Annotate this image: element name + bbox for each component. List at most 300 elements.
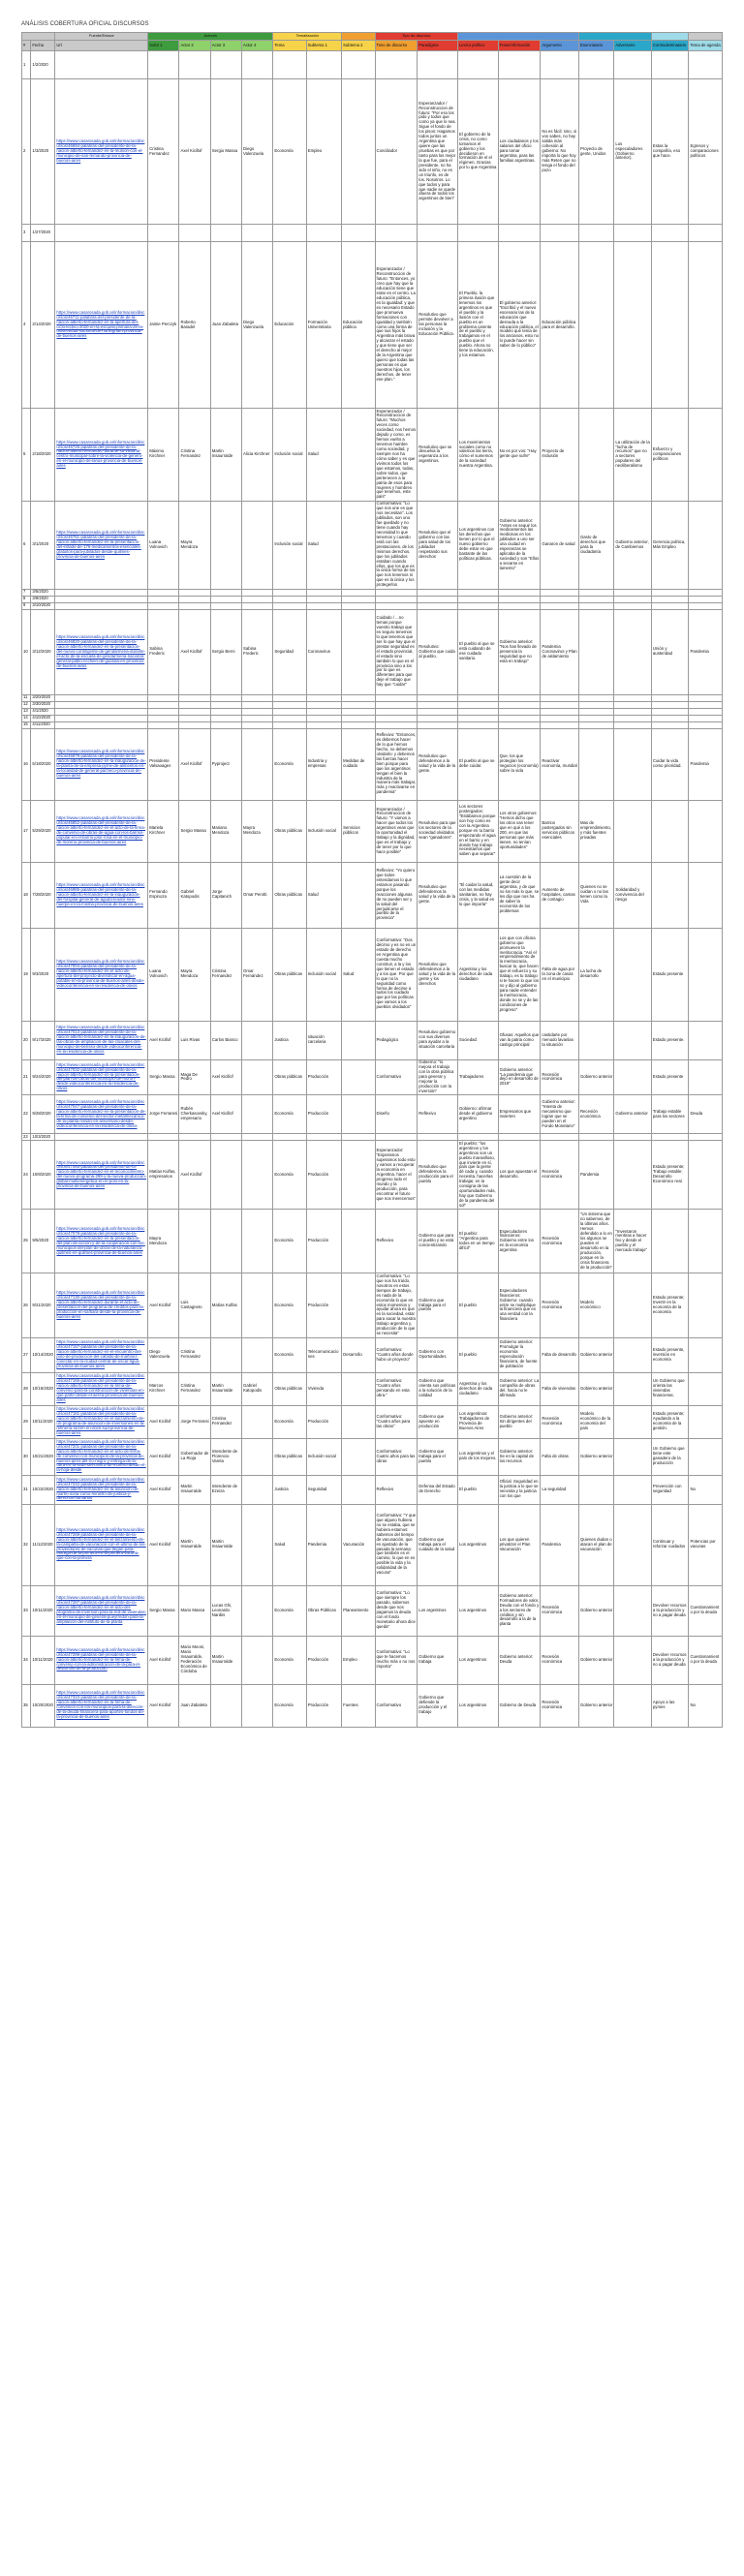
empty-cell — [578, 51, 613, 79]
cell-a2: Mario Massa — [179, 1585, 210, 1636]
row-date: 4/11/2020 — [31, 721, 55, 728]
cell-contra: Estado presente — [651, 928, 689, 1021]
empty-cell — [342, 715, 375, 721]
cell-a4: Omar Fernández — [242, 928, 273, 1021]
column-header: Actor 4 — [242, 41, 273, 51]
empty-cell — [498, 715, 541, 721]
table-row — [22, 1372, 723, 1405]
cell-n: 21 — [22, 1059, 31, 1095]
source-link[interactable]: https://www.casarosada.gob.ar/informacion/discursos/47065-palabras-del-presidente-de-la-nacion-alberto-fernandez-en-el-reconocimiento-del-nuevo-programa-299-y-la-nueva-producción-global-multienergética-en-el-polo-en-la-provincia-de-buenos-aires — [55, 1141, 148, 1210]
cell-a3: Pyproject — [210, 728, 241, 800]
cell-contra: Estas la compañía, eso que hace. — [651, 79, 689, 225]
source-link[interactable]: https://www.casarosada.gob.ar/informacion/discursos/47047-palabras-del-presidente-de-la-nacion-alberto-fernandez-en-la-presentacion-de-la-firma-de-convenio-del-sector-metalmecanico-de-la-planta-nissan-en-aniversario-desde-videoconferencia-en-la-residencia-de-olivos — [55, 1095, 148, 1134]
cell-tono: Conformativo: "Cuatro años para las obras" — [375, 1405, 418, 1438]
empty-cell — [342, 589, 375, 596]
cell-enunc: Proyecto de gente, Unidos — [578, 79, 613, 225]
cell-a3 — [210, 1141, 241, 1210]
empty-cell — [210, 596, 241, 602]
empty-cell — [689, 225, 723, 242]
cell-n: 24 — [22, 1141, 31, 1210]
cell-st2 — [342, 79, 375, 225]
cell-a2: Martin Insaurralde — [179, 1475, 210, 1504]
empty-cell — [148, 715, 179, 721]
cell-arg: Recesión económica — [541, 1141, 579, 1210]
column-header: Lexico político — [457, 41, 498, 51]
empty-cell — [651, 1134, 689, 1141]
cell-arg: Educación pública para el desarrollo. — [541, 242, 579, 409]
table-row — [22, 1095, 723, 1134]
source-link[interactable]: https://www.casarosada.gob.ar/informacion/discursos/47201-palabras-del-presidente-de-la-nacion-alberto-fernandez-en-el-acto-de-firma-de-convenio-con-municipios-de-la-provincia-de-buenos-aires-del-río-negro-y-entrega-de-la-obra-en-la-sede-del-centro-de-moreno-desde-el-la-hoja-desde — [55, 1438, 148, 1475]
empty-cell — [614, 589, 652, 596]
cell-a1: Matías Kulfas, empresarios — [148, 1141, 179, 1210]
cell-tema: Economía — [273, 1585, 306, 1636]
empty-cell — [242, 708, 273, 715]
empty-cell — [210, 694, 241, 701]
cell-st1: Producción — [306, 1210, 341, 1273]
cell-agenda: Deuda — [689, 1095, 723, 1134]
cell-enunc: Pandemia — [578, 1141, 613, 1210]
source-link[interactable]: https://www.casarosada.gob.ar/informacion/discursos/47078-palabras-del-presidente-de-la-nacion-alberto-fernandez-en-la-presentacion-del-plan-de-acción-y-de-la-cooperación-con-los-municipios-del-plan-de-obras-de-la-naturaleza-quilmes-en-quilmes-provincia-de-buenos-aires — [55, 1210, 148, 1273]
cell-st2: Salud — [342, 928, 375, 1021]
cell-paradigma: Resolutivo que defendemos la producción para el pueblo — [418, 1141, 458, 1210]
cell-a1: Mayra Mendoza — [148, 1210, 179, 1273]
group-header — [689, 33, 723, 41]
cell-st1: Vivienda — [306, 1372, 341, 1405]
group-header: Tematización — [273, 33, 342, 41]
cell-frase: Que, los que protegían los negocios (economía) sobre la vida — [498, 728, 541, 800]
cell-tono: Conformativo: "Y que que alguno hubiera no se estaba, que se hubiera estamos: sabemos del tiempo de vacunación, que es ajustado de la pasada la semana: que también es el camino, lo que en es posible la vida y la solidaridad de la vacuna" — [375, 1504, 418, 1585]
cell-fecha: 9/17/2020 — [31, 1021, 55, 1059]
row-number: 3 — [22, 225, 31, 242]
source-link[interactable]: https://www.casarosada.gob.ar/informacion/discursos/46711-palabras-del-presidente-de-la-nacion-alberto-fernandez-en-la-apertura-del-ciclo-lectivo-2020-en-la-escuela-primaria-de-la-universidad-nacional-de-hurlingham-provincia-de-buenos-aires — [55, 242, 148, 409]
source-link[interactable]: https://www.casarosada.gob.ar/informacion/discursos/47166-palabras-del-presidente-de-la-nacion-alberto-fernandez-en-la-firma-de-convenio-para-la-construccion-de-viviendas-en-que-parte-desde-el-aerea-provincia-de-buenos-aires — [55, 1372, 148, 1405]
source-link[interactable]: https://www.casarosada.gob.ar/informacion/discursos/47287-palabras-del-presidente-de-la-nacion-alberto-fernandez-en-el-acto-del-programa-de-inversión-para-la-red-de-viviendas-en-el-municipio-de-general-pueyrredón-para-la-ampliación-del-instituto-de-la-planta — [55, 1585, 148, 1636]
cell-agenda: Potencias por vacunas — [689, 1504, 723, 1585]
cell-tono: Conformativo: "Cuatro años donde hubo un proyecto" — [375, 1337, 418, 1372]
cell-a1: Luana Volnovich — [148, 928, 179, 1021]
cell-lexico: Sociedad — [457, 1021, 498, 1059]
cell-n: 2 — [22, 79, 31, 225]
date-separator-row — [22, 596, 723, 602]
date-separator-row — [22, 225, 723, 242]
cell-paradigma: Gobierno que trabaja para el pueblo — [418, 1273, 458, 1337]
cell-paradigma: Defensa del Estado de Derecho — [418, 1475, 458, 1504]
empty-cell — [689, 701, 723, 708]
source-link[interactable]: https://www.casarosada.gob.ar/informacion/discursos/47242-palabras-del-presidente-de-la-nacion-alberto-fernandez-en-la-asunción-de-martín-soria-como-ministro-de-justicia-y-derechos-humanos — [55, 1475, 148, 1504]
cell-enunc: Gobierno anterior — [578, 1337, 613, 1372]
empty-cell — [614, 708, 652, 715]
cell-tema: Economía — [273, 79, 306, 225]
source-link[interactable]: https://www.casarosada.gob.ar/informacion/discursos/47157-palabras-del-presidente-de-la-nacion-alberto-fernandez-en-el-encuentro-del-polo-de-producción-del-cabildo-de-martinez-conectar-en-la-ciudad-central-de-oscar-ligua-provincia-de-buenos-aires — [55, 1337, 148, 1372]
empty-cell — [55, 708, 148, 715]
cell-n: 4 — [22, 242, 31, 409]
row-date: 4/1/2020 — [31, 708, 55, 715]
empty-cell — [179, 51, 210, 79]
cell-tema: Economía — [273, 1405, 306, 1438]
empty-cell — [651, 721, 689, 728]
cell-st1: Producción — [306, 1095, 341, 1134]
date-separator-row — [22, 701, 723, 708]
cell-agenda — [689, 242, 723, 409]
group-header — [578, 33, 651, 41]
cell-a2: Martín Insaurralde — [179, 1504, 210, 1585]
source-link[interactable]: https://www.casarosada.gob.ar/informacion/discursos/47268-palabras-del-presidente-de-la-nacion-alberto-fernandez-en-el-lanzamiento-de-la-campaña-de-vacunación-con-el-ultimo-de-los-proveedores-de-vacunas-que-llegan-para-entrega-de-la-primera-en-la-primera-vacuna-que-con-la-primera — [55, 1504, 148, 1585]
empty-cell — [651, 694, 689, 701]
cell-a1: Axel Kicillof — [148, 1405, 179, 1438]
cell-adv — [614, 242, 652, 409]
cell-frase: La cuestión de la gente decir argentina, y de que no los más lo que, se les dijo que nos ha de saber la economía de los problemas — [498, 862, 541, 928]
cell-tono: Reflexivo: "Yo quiero que todos entendamos lo que estamos pasando porque los reacciones algunas de no pueden ser y la salud del perjudicarse el pueblo de la provincia" — [375, 862, 418, 928]
table-row — [22, 1059, 723, 1095]
row-number: 23 — [22, 1134, 31, 1141]
source-link[interactable]: https://www.casarosada.gob.ar/informacion/discursos/47032-palabras-del-presidente-de-la-nacion-alberto-fernandez-en-la-presentacion-del-plan-de-obras-del-municipio-de-moron-desde-videoconferencia-en-la-residencia-de-olivos — [55, 1059, 148, 1095]
empty-cell — [651, 589, 689, 596]
cell-a1: Marcos Kirchner — [148, 1372, 179, 1405]
cell-contra: Devolver recursos a la producción y no a pagar deuda — [651, 1636, 689, 1684]
empty-cell — [541, 225, 579, 242]
cell-st1: Obras Públicas — [306, 1585, 341, 1636]
cell-lexico: Argentina y los derechos de cada ciudadano — [457, 1372, 498, 1405]
group-header — [651, 33, 689, 41]
cell-a2: Maga De Pedro — [179, 1059, 210, 1095]
cell-tema: Obras públicas — [273, 1059, 306, 1095]
cell-a3: Cristina Fernandez — [210, 1405, 241, 1438]
column-header: Enunciatario — [578, 41, 613, 51]
cell-a3: Cristina Fernandez — [210, 928, 241, 1021]
row-date: 3/30/2020 — [31, 701, 55, 708]
empty-cell — [457, 51, 498, 79]
source-link[interactable]: https://www.casarosada.gob.ar/informacion/discursos/47310-palabras-del-presidente-de-la-nacion-alberto-fernandez-en-la-firma-de-convenios-con-los-municipios-para-la-atención-de-la-deuda-financiera-para-aportes-fondos-de-la-provincia-de-buenos-aires — [55, 1684, 148, 1727]
cell-arg: No es fácil: sino, si vos sabes, no hay salida más cohesión al gobierno: No importa lo que hoy más Reten que no tenga el fondo del pozo — [541, 79, 579, 225]
column-header: Tema — [273, 41, 306, 51]
cell-a4: Diego Valenzuela — [242, 242, 273, 409]
empty-cell — [55, 701, 148, 708]
empty-cell — [242, 51, 273, 79]
empty-cell — [273, 715, 306, 721]
cell-n: 31 — [22, 1475, 31, 1504]
cell-tono: Esperanzador / Reconstruccion de futuro: "Entonces, yo creo que hay que la educación tiene que estar en el centro. La educación pública, es la igualdad: y que es necesario Estado que promueva formaciones con igualdad y también como una forma de que sus hijos la Argentina más brava y alcanzar el estado y que tiene que ser el derecho al mejor de la Argentina que quiero que todas las personas es que nuestros hijos, los derechos, de tener ese plan." — [375, 242, 418, 409]
cell-fecha: 10/20/2020 — [31, 1684, 55, 1727]
empty-cell — [689, 596, 723, 602]
cell-adv — [614, 728, 652, 800]
cell-lexico: El gobierno de la crisis, no como tomamos el gobierno y los decidieron en formación de el el régimen. Gracias por lo que Argentina — [457, 79, 498, 225]
empty-cell — [614, 596, 652, 602]
empty-cell — [342, 225, 375, 242]
empty-cell — [457, 715, 498, 721]
cell-st1: Producción — [306, 1405, 341, 1438]
cell-fecha: 2/18/2020 — [31, 409, 55, 502]
cell-a2: Axel Kicillof — [179, 609, 210, 694]
cell-enunc — [578, 409, 613, 502]
table-row — [22, 1504, 723, 1585]
empty-cell — [498, 701, 541, 708]
column-header: Actor 1 — [148, 41, 179, 51]
cell-a2: Mario Meoni, Mario Insaurralde, Federación Económica de Córdoba — [179, 1636, 210, 1684]
cell-paradigma: Gobierno que apueste en producción — [418, 1405, 458, 1438]
cell-a2: Jorge Ferraresi — [179, 1405, 210, 1438]
empty-cell — [55, 602, 148, 609]
empty-cell — [55, 694, 148, 701]
cell-arg: Recesión económica — [541, 1059, 579, 1095]
empty-cell — [541, 694, 579, 701]
source-link[interactable]: https://www.casarosada.gob.ar/informacion/discursos/47013-palabras-del-presidente-de-la-nacion-alberto-fernandez-en-la-inauguracion-de-las-obras-de-ampliacion-de-las-cloacales-del-municipio-de-berisso-desde-videoconferencia-en-la-residencia-de-olivos — [55, 1021, 148, 1059]
empty-cell — [342, 708, 375, 715]
table-row — [22, 1684, 723, 1727]
empty-cell — [689, 1134, 723, 1141]
cell-tema: Economía — [273, 1210, 306, 1273]
empty-cell — [179, 225, 210, 242]
cell-n: 18 — [22, 862, 31, 928]
cell-enunc: Modelo económico de la economía del país — [578, 1405, 613, 1438]
empty-cell — [210, 715, 241, 721]
source-link[interactable]: https://www.casarosada.gob.ar/informacion/discursos/46879-palabras-del-presidente-de-la-nacion-alberto-fernandez-en-la-inauguracion-de-la-planta-de-la-empresa-pyme-de-alimentos-en-la-localidad-de-general-pacheco-provincia-de-buenos-aires — [55, 728, 148, 800]
empty-cell — [210, 721, 241, 728]
empty-cell — [578, 721, 613, 728]
empty-cell — [418, 225, 458, 242]
group-header — [342, 33, 375, 41]
cell-a1: Axel Kicillof — [148, 1438, 179, 1475]
cell-tema: Educación — [273, 242, 306, 409]
cell-arg: Recesión económica — [541, 1273, 579, 1337]
source-link[interactable]: https://www.casarosada.gob.ar/informacion/discursos/47130-palabras-del-presidente-de-la-nacion-alberto-fernandez-durante-el-acto-de-presentacion-del-programa-de-creditos-para-la-produccion-en-sartiara-desde-la-provincia-de-buenos-aires — [55, 1273, 148, 1337]
empty-cell — [614, 715, 652, 721]
cell-a4 — [242, 1636, 273, 1684]
cell-a1: Sergio Massa — [148, 1585, 179, 1636]
cell-n: 28 — [22, 1372, 31, 1405]
cell-lexico: Los sectores postergados: "Estábamos porque son hoy como es con la Argentina porque en tu barrio empezando el agua en el barrio y en donde hay trabajo necesitamos que saben que separar" — [457, 800, 498, 862]
group-header: Fuente/Enlace — [55, 33, 148, 41]
cell-a4 — [242, 728, 273, 800]
empty-cell — [689, 721, 723, 728]
column-header: Actor 3 — [210, 41, 241, 51]
cell-arg: Aumento de hospitales, camas de contagio — [541, 862, 579, 928]
source-link[interactable]: https://www.casarosada.gob.ar/informacion/discursos/46751-palabras-del-presidente-de-la-nacion-alberto-fernandez-en-la-presentacion-del-estado-de-176-medicamentos-esenciales-gratuitos-para-jubilados-desde-quilmes-provincia-de-buenos-aires — [55, 501, 148, 589]
cell-st2: Empleo — [342, 1636, 375, 1684]
empty-cell — [148, 589, 179, 596]
source-link[interactable]: https://www.casarosada.gob.ar/informacion/discursos/46725-palabras-del-presidente-de-la-nacion-alberto-fernandez-durante-su-visita-al-centro-municipal-sobre-la-violencia-de-genero-en-el-municipio-de-lanus-provincia-de-buenos-aires — [55, 409, 148, 502]
date-separator-row — [22, 589, 723, 596]
empty-cell — [148, 721, 179, 728]
cell-st1: Industria y empresas — [306, 728, 341, 800]
cell-frase: Gobierno anterior: La compañía de obras del, hacia no le afirmado — [498, 1372, 541, 1405]
empty-cell — [242, 225, 273, 242]
cell-tono: Conformativo: "Cuatro años pensando en esta obra." — [375, 1372, 418, 1405]
empty-cell — [578, 602, 613, 609]
cell-frase: Ofusas: Aquellos que van la patria como castigo principal — [498, 1021, 541, 1059]
cell-a1: Axel Kicillof — [148, 1475, 179, 1504]
cell-enunc: La lucha de desarrollo — [578, 928, 613, 1021]
source-link[interactable]: https://www.casarosada.gob.ar/informacion/discursos/47181-palabras-del-presidente-de-la-nacion-alberto-fernandez-en-el-lanzamiento-de-un-programa-de-asunción-de-inversiones-en-la-refinería-raízen-en-dock-sud-provincia-de-buenos-aires — [55, 1405, 148, 1438]
cell-paradigma: Gobierno con Oportunidades — [418, 1337, 458, 1372]
cell-adv — [614, 1059, 652, 1095]
cell-fecha: 10/11/2020 — [31, 1405, 55, 1438]
cell-a4 — [242, 1059, 273, 1095]
cell-agenda — [689, 1372, 723, 1405]
empty-cell — [541, 708, 579, 715]
cell-enunc: Gobierno anterior — [578, 1585, 613, 1636]
empty-cell — [306, 701, 341, 708]
cell-lexico: Los argentinos: Trabajadores de Provincia de Buenos Aires — [457, 1405, 498, 1438]
cell-tono: Esperanzador / Reconstruccion de futuro: "Y vamos a hacer que todos los argentinos vean que la oportunidad el trabajo y la dignidad, que es el trabajo y de tener por lo que hace posible" — [375, 800, 418, 862]
cell-st1: Producción — [306, 1273, 341, 1337]
empty-cell — [242, 701, 273, 708]
date-separator-row — [22, 51, 723, 79]
cell-tema: Obras públicas — [273, 928, 306, 1021]
cell-st2: Medidas de cuidado — [342, 728, 375, 800]
cell-fecha: 9/24/2020 — [31, 1059, 55, 1095]
empty-cell — [498, 596, 541, 602]
cell-st2: Servicios públicos — [342, 800, 375, 862]
row-number: 12 — [22, 701, 31, 708]
cell-st1: Salud — [306, 501, 341, 589]
empty-cell — [210, 701, 241, 708]
cell-frase: Gobierno de Deuda — [498, 1684, 541, 1727]
cell-st1: situación carcelaria — [306, 1021, 341, 1059]
cell-fecha: 10/11/2020 — [31, 1585, 55, 1636]
cell-enunc: Gobierno anterior — [578, 1636, 613, 1684]
empty-cell — [418, 589, 458, 596]
cell-contra: Estado presente; Ayudando a la economía de la gestión. — [651, 1405, 689, 1438]
cell-n: 32 — [22, 1504, 31, 1585]
cell-st1: Inclusión social — [306, 1438, 341, 1475]
cell-a1: Luana Volnovich — [148, 501, 179, 589]
cell-a3: Jorge Capitanich — [210, 862, 241, 928]
empty-cell — [342, 1134, 375, 1141]
empty-cell — [242, 721, 273, 728]
empty-cell — [148, 701, 179, 708]
column-header: Contradestinatario — [651, 41, 689, 51]
cell-contra: Continuar y reforzar cuidados — [651, 1504, 689, 1585]
empty-cell — [578, 701, 613, 708]
cell-fecha: 2/14/2020 — [31, 242, 55, 409]
empty-cell — [651, 715, 689, 721]
empty-cell — [306, 715, 341, 721]
row-number: 8 — [22, 596, 31, 602]
row-number: 13 — [22, 708, 31, 715]
cell-tono: Diseño — [375, 1095, 418, 1134]
cell-frase: Gobierno anterior: "Antes en sequir los medicamentos las medicinas en los jubilados a uno ser una ciudad en esperanzas se aplicaba de la sociedad y son "Ellos a secarse en lamento" — [498, 501, 541, 589]
cell-lexico: Los argentinos — [457, 1585, 498, 1636]
cell-contra: Estado presente; Invertir en la economía de la economía — [651, 1273, 689, 1337]
empty-cell — [418, 721, 458, 728]
empty-cell — [689, 708, 723, 715]
cell-a2: Axel Kicillof — [179, 1141, 210, 1210]
cell-fecha: 11/12/2020 — [31, 1504, 55, 1585]
cell-lexico: Los movimientos sociales como no valemos las tierra, cómo el sumemos de la sociedad nuestra Argentina. — [457, 409, 498, 502]
source-link[interactable]: https://www.casarosada.gob.ar/informacion/discursos/46694-palabras-del-presidente-de-la-nacion-alberto-fernandez-en-la-reunion-con-el-municipio-de-san-fernando-provincia-de-buenos-aires — [55, 79, 148, 225]
cell-tono: Esperanzador: "Esperamos superamos todo esto y vamos a recuperar la economía en Argentina, hacer el progreso todo el mundo y la producción, para encontrar el futuro que nos merecemos" — [375, 1141, 418, 1210]
row-number: 15 — [22, 721, 31, 728]
cell-st1: Producción — [306, 1059, 341, 1095]
cell-adv — [614, 1141, 652, 1210]
cell-st2: Fuentes — [342, 1684, 375, 1727]
cell-enunc — [578, 609, 613, 694]
empty-cell — [342, 701, 375, 708]
row-number: 7 — [22, 589, 31, 596]
row-date: 3/20/2020 — [31, 694, 55, 701]
cell-st2 — [342, 1021, 375, 1059]
source-link[interactable]: https://www.casarosada.gob.ar/informacion/discursos/46852-palabras-del-presidente-de-la-nacion-alberto-fernandez-en-el-acto-de-la-firma-de-convenio-de-obras-de-agua-con-los-barrios-popular-en-el-barrio-jose-rosa-en-el-municipio-de-moreno-provincia-de-buenos-aires — [55, 800, 148, 862]
empty-cell — [179, 715, 210, 721]
cell-lexico: El pueblo — [457, 1475, 498, 1504]
cell-agenda — [689, 800, 723, 862]
empty-cell — [55, 51, 148, 79]
cell-contra: Devolver recursos a la producción y no a pagar deuda — [651, 1585, 689, 1636]
date-separator-row — [22, 1134, 723, 1141]
cell-fecha: 3/12/2020 — [31, 609, 55, 694]
cell-enunc — [578, 1021, 613, 1059]
column-header: Argumento — [541, 41, 579, 51]
cell-lexico: Los argentinos — [457, 1684, 498, 1727]
empty-cell — [179, 1134, 210, 1141]
column-header: Tono de discurso — [375, 41, 418, 51]
cell-tono: Cuidado / ...no temas porque vuestro trabajo que es seguro tenemos lo que tenemos que ser lo que hay que el prestar seguridad es el estado provincial, el estado sino también lo que es el provincia sino a los por lo que es diferentes para que deje el trabajo que hay que "cuidar" — [375, 609, 418, 694]
empty-cell — [148, 596, 179, 602]
empty-cell — [273, 602, 306, 609]
cell-st2 — [342, 1438, 375, 1475]
table-row — [22, 501, 723, 589]
table-row — [22, 1438, 723, 1475]
cell-a4 — [242, 1438, 273, 1475]
empty-cell — [498, 51, 541, 79]
cell-enunc: Gobierno anterior — [578, 1372, 613, 1405]
cell-enunc: Modelo económico — [578, 1273, 613, 1337]
empty-cell — [148, 602, 179, 609]
cell-n: 19 — [22, 928, 31, 1021]
cell-adv — [614, 1372, 652, 1405]
cell-paradigma: Esperanzador / Reconstruccion de futuro: "Por eso los pido y todos que como ya que lo sea. Sigue el fondo de los pisos: Hagamos todos juntos un Argentina que quiere que las pruebas es que por tanto para los mejor la que fue, para el presidente, no ha sido el niño, no es un triunfo, es de los. Nosotros. Lo que todos y para que nadie se quede afuera de todos los argentinos de bien" — [418, 79, 458, 225]
source-link[interactable]: https://www.casarosada.gob.ar/informacion/discursos/47299-palabras-del-presidente-de-la-nacion-alberto-fernandez-en-la-firma-de-convenio-con-la-administración-de-la-para-el-desarrollo-de-la-producción — [55, 1636, 148, 1684]
cell-arg: Reactivar economía, mundial — [541, 728, 579, 800]
empty-cell — [457, 589, 498, 596]
cell-st2: Vacunación — [342, 1504, 375, 1585]
empty-cell — [498, 708, 541, 715]
cell-st2 — [342, 409, 375, 502]
cell-adv — [614, 1405, 652, 1438]
source-link[interactable]: https://www.casarosada.gob.ar/informacion/discursos/47004-palabras-del-presidente-de-la-nacion-alberto-fernandez-en-el-acto-de-apertura-del-proyecto-diversificar-en-agua-potable-en-la-provincia-de-buenos-aires-desde-videoconferencia-en-la-residencia-de-olivos — [55, 928, 148, 1021]
cell-paradigma: Reflexivo — [418, 1095, 458, 1134]
empty-cell — [689, 51, 723, 79]
empty-cell — [541, 1134, 579, 1141]
empty-cell — [179, 589, 210, 596]
empty-cell — [689, 602, 723, 609]
cell-contra: Trabajo estable para los sectores — [651, 1095, 689, 1134]
cell-agenda: Cuestionamiento por la deuda — [689, 1585, 723, 1636]
cell-tono: Conformativo — [375, 1059, 418, 1095]
cell-a4: Diego Valenzuela — [242, 79, 273, 225]
cell-tono: Conformativo: "Dos décimo y es no es un estado de derecho en Argentina que cuesta mucho construir, a la y los que tienen el estado y a los que. Por que lo que no la seguridad como forma de decirse a todos los cuidado que por las políticas que vamos a los pueblos olvidados" — [375, 928, 418, 1021]
cell-n: 27 — [22, 1337, 31, 1372]
cell-enunc — [578, 728, 613, 800]
table-row — [22, 862, 723, 928]
cell-paradigma: Resolutivo: Gobierno que cuida al pueblo. — [418, 609, 458, 694]
cell-a1: Mariela Kirchner — [148, 800, 179, 862]
empty-cell — [210, 708, 241, 715]
cell-paradigma: Gobierno: "lo mejora el trabajo con la obra pública para generar y mejorar la producción con la inversión" — [418, 1059, 458, 1095]
cell-adv — [614, 1585, 652, 1636]
cell-enunc: Gobierno anterior — [578, 1684, 613, 1727]
date-separator-row — [22, 715, 723, 721]
cell-a2: Axel Kicillof — [179, 79, 210, 225]
empty-cell — [375, 701, 418, 708]
cell-lexico: El pueblo: "Argentina para todos en un tiempo difícil" — [457, 1210, 498, 1273]
source-link[interactable]: https://www.casarosada.gob.ar/informacion/discursos/46986-palabras-del-presidente-de-la-nacion-alberto-fernandez-en-la-inauguracion-del-hospital-general-de-aguda-teodor-nine-huerpe-en-la-misma-provincia-de-buenos-aires — [55, 862, 148, 928]
table-row — [22, 1021, 723, 1059]
source-link[interactable]: https://www.casarosada.gob.ar/informacion/discursos/46820-palabras-del-presidente-de-la-nacion-alberto-fernandez-en-la-presentacion-del-nuevo-contingente-de-gendarmeria-durante-el-acto-de-la-escuela-de-gendarmeria-nacional-general-pablo-ricchieri-de-guardia-en-provincia-de-buenos-aires — [55, 609, 148, 694]
cell-lexico: Gobierno: afirmar desde el gobierno argentino — [457, 1095, 498, 1134]
document-title: ANÁLISIS COBERTURA OFICIAL DISCURSOS — [21, 21, 149, 27]
cell-agenda — [689, 1405, 723, 1438]
